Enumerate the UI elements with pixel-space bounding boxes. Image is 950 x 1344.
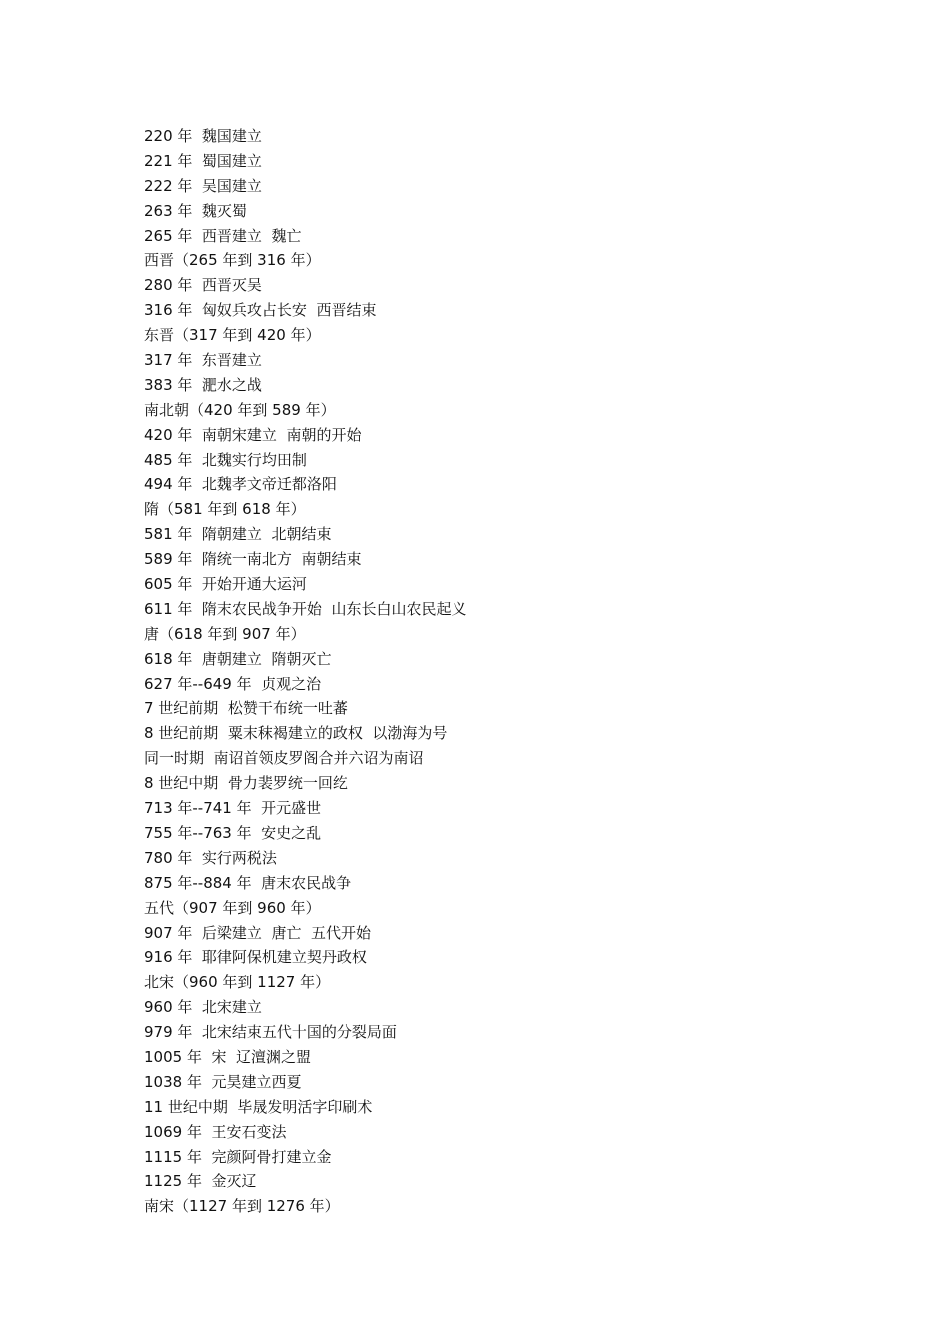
timeline-line: 611 年 隋末农民战争开始 山东长白山农民起义 xyxy=(144,599,467,618)
timeline-line: 1038 年 元昊建立西夏 xyxy=(144,1072,302,1091)
timeline-line: 8 世纪前期 粟末秣褐建立的政权 以渤海为号 xyxy=(144,724,448,743)
timeline-line: 420 年 南朝宋建立 南朝的开始 xyxy=(144,425,362,444)
timeline-list xyxy=(144,124,466,1219)
timeline-line: 317 年 东晋建立 xyxy=(144,351,262,370)
timeline-line: 383 年 淝水之战 xyxy=(144,375,262,394)
period-heading: 南宋（1127 年到 1276 年） xyxy=(144,1197,340,1216)
period-heading: 东晋（317 年到 420 年） xyxy=(144,326,321,345)
timeline-line: 1069 年 王安石变法 xyxy=(144,1122,287,1141)
timeline-line: 916 年 耶律阿保机建立契丹政权 xyxy=(144,948,367,967)
timeline-line: 316 年 匈奴兵攻占长安 西晋结束 xyxy=(144,301,377,320)
period-heading: 五代（907 年到 960 年） xyxy=(144,898,321,917)
timeline-line: 755 年--763 年 安史之乱 xyxy=(144,823,322,842)
timeline-line: 263 年 魏灭蜀 xyxy=(144,201,247,220)
period-heading: 西晋（265 年到 316 年） xyxy=(144,251,321,270)
timeline-line: 11 世纪中期 毕晟发明活字印刷术 xyxy=(144,1097,373,1116)
timeline-line: 222 年 吴国建立 xyxy=(144,176,262,195)
period-heading: 唐（618 年到 907 年） xyxy=(144,624,306,643)
timeline-line: 627 年--649 年 贞观之治 xyxy=(144,674,322,693)
timeline-line: 同一时期 南诏首领皮罗阁合并六诏为南诏 xyxy=(144,749,424,768)
timeline-line: 7 世纪前期 松赞干布统一吐蕃 xyxy=(144,699,348,718)
timeline-line: 589 年 隋统一南北方 南朝结束 xyxy=(144,550,362,569)
timeline-line: 494 年 北魏孝文帝迁都洛阳 xyxy=(144,475,337,494)
timeline-line: 1005 年 宋 辽澶渊之盟 xyxy=(144,1047,312,1066)
timeline-line: 605 年 开始开通大运河 xyxy=(144,575,307,594)
timeline-line: 1125 年 金灭辽 xyxy=(144,1172,257,1191)
timeline-line: 960 年 北宋建立 xyxy=(144,998,262,1017)
timeline-line: 8 世纪中期 骨力裴罗统一回纥 xyxy=(144,774,348,793)
timeline-line: 1115 年 完颜阿骨打建立金 xyxy=(144,1147,332,1166)
timeline-line: 220 年 魏国建立 xyxy=(144,127,262,145)
timeline-line: 581 年 隋朝建立 北朝结束 xyxy=(144,525,332,544)
timeline-line: 907 年 后梁建立 唐亡 五代开始 xyxy=(144,923,372,942)
timeline-line: 280 年 西晋灭吴 xyxy=(144,276,262,295)
period-heading: 南北朝（420 年到 589 年） xyxy=(144,400,336,419)
timeline-line: 713 年--741 年 开元盛世 xyxy=(144,799,322,818)
timeline-line: 979 年 北宋结束五代十国的分裂局面 xyxy=(144,1023,397,1042)
period-heading: 北宋（960 年到 1127 年） xyxy=(144,973,331,992)
timeline-line: 875 年--884 年 唐末农民战争 xyxy=(144,873,352,892)
period-heading: 隋（581 年到 618 年） xyxy=(144,500,306,519)
timeline-line: 221 年 蜀国建立 xyxy=(144,151,262,170)
timeline-line: 485 年 北魏实行均田制 xyxy=(144,450,307,469)
timeline-line: 265 年 西晋建立 魏亡 xyxy=(144,226,302,245)
timeline-line: 618 年 唐朝建立 隋朝灭亡 xyxy=(144,649,332,668)
timeline-line: 780 年 实行两税法 xyxy=(144,848,277,867)
